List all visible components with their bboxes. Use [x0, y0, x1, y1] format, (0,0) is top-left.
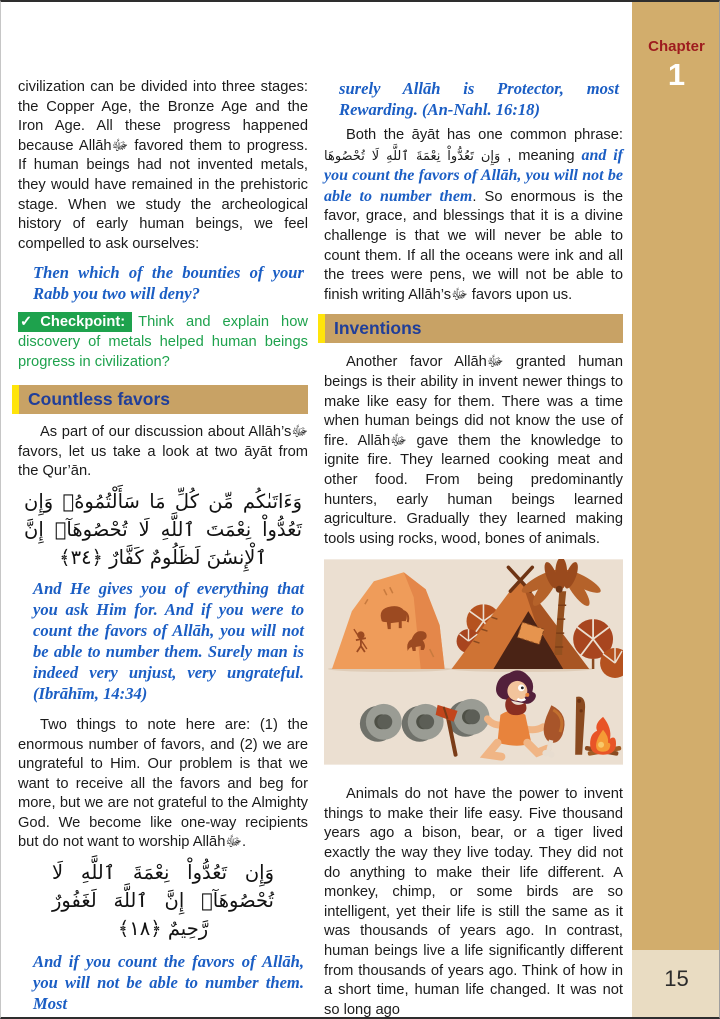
checkmark-icon: ✓ — [20, 314, 41, 331]
arabic-verse-nahl-16-18: وَإِن تَعُدُّواْ نِعْمَةَ ٱللَّهِ لَا تُحْصُوهَآۗ إِنَّ ٱللَّهَ لَغَفُورٌ رَّحِيمٌ ﴿١٨﴾ — [52, 861, 274, 941]
paragraph-both-mid: , meaning — [500, 147, 582, 164]
caveman-illustration — [324, 559, 623, 765]
checkpoint-badge — [18, 312, 132, 332]
chapter-label: Chapter — [648, 38, 705, 55]
paragraph-animals: Animals do not have the power to invent things to make their life easy. Five thousand years ago a bison, bear, or a tiger lived exactly the way they live today. They did not do anything to make their life different. A monkey, chimp, or some birds are so intelligent, yet their life is still the same as it was thousands of years ago. In contrast, human beings live a life significantly different from thousands of years ago. Think of how in a short time, human life changed. It was not so long ago — [324, 786, 623, 1018]
checkpoint-text: Think and explain how discovery of metals helped human beings progress in civilization? — [18, 314, 309, 370]
left-column — [18, 78, 308, 1014]
quote-translation-ibrahim: And He gives you of everything that you ask Him for. And if you were to count the favors of Allāh, you will not be able to number them. Surely man is indeed very unjust, very ungrateful. (Ibrāhīm, 14:34) — [33, 578, 304, 703]
chapter-tab — [632, 2, 720, 950]
page-number-box — [632, 950, 720, 1019]
section-header-countless-favors: Countless favors — [12, 385, 308, 414]
paragraph-both-lead: Both the āyāt has one common phrase: — [346, 127, 623, 143]
quote-translation-nahl-start: And if you count the favors of Allāh, you will not be able to number them. Most — [33, 952, 304, 1014]
caveman-illustration-svg — [324, 559, 623, 765]
paragraph-civilization: civilization can be divided into three stages: the Copper Age, the Bronze Age and the Iron Age. All these progress happened because Allāhﷻ favored them to progress. If human beings had not invented metals, they would have remained in the prehistoric stage. When we study the archeological history of early human beings, we feel compelled to ask ourselves: — [18, 79, 308, 252]
paragraph-two-things: Two things to note here are: (1) the enormous number of favors, and (2) we are ungrateful to Him. Our problem is that we want to receive all the favors and beg for more, but we are not grateful to the Almighty God. We become like one-way recipients but do not want to worship Allāhﷻ. — [18, 716, 308, 851]
arabic-inline-phrase: وَإِن تَعُدُّواْ نِعْمَةَ ٱللَّهِ لَا تُحْصُوهَا — [324, 148, 501, 164]
arabic-verse-ibrahim-14-34: وَءَاتَىٰكُم مِّن كُلِّ مَا سَأَلْتُمُوهُۚ وَإِن تَعُدُّواْ نِعْمَتَ ٱللَّهِ لَا تُحْصُوهَآۗ إِنَّ ٱلْإِنسَٰنَ لَظَلُومٌ كَفَّارٌ ﴿٣٤﴾ — [24, 489, 302, 569]
quote-translation-nahl-end: surely Allāh is Protector, most Rewarding. (An-Nahl. 16:18) — [339, 79, 619, 119]
paragraph-discussion: As part of our discussion about Allāh’sﷻ favors, let us take a look at two āyāt from the Qur’ān. — [18, 424, 308, 480]
paragraph-both-quote: and if you count the favors of Allāh, you will not be able to number them — [324, 146, 624, 205]
right-column — [324, 78, 623, 1019]
chapter-number: 1 — [667, 57, 686, 92]
checkpoint-block — [18, 313, 308, 372]
paragraph-inventions: Another favor Allāhﷻ granted human beings is their ability in invent newer things to make like easy for them. There was a time when human beings did not know the use of fire. Allāhﷻ gave them the knowledge to ignite fire. They learned cooking meat and other food. From being predominantly hunters, early human beings learned agriculture. Gradually they learned making tools using rocks, wood, bones of animals. — [324, 354, 624, 547]
checkpoint-label: Checkpoint: — [40, 314, 126, 331]
stone-wheels — [360, 699, 490, 742]
paragraph-both-ayat — [324, 126, 623, 305]
quote-bounties: Then which of the bounties of your Rabb you two will deny? — [33, 263, 304, 304]
section-header-inventions: Inventions — [318, 314, 623, 343]
paragraph-both-tail: . So enormous is the favor, grace, and blessings that it is a divine challenge is that we will never be able to count them. If all the oceans were ink and all the trees were pens, we will not be able to finish writing Allāh’sﷻ favors upon us. — [324, 188, 623, 303]
page-number: 15 — [664, 966, 689, 991]
